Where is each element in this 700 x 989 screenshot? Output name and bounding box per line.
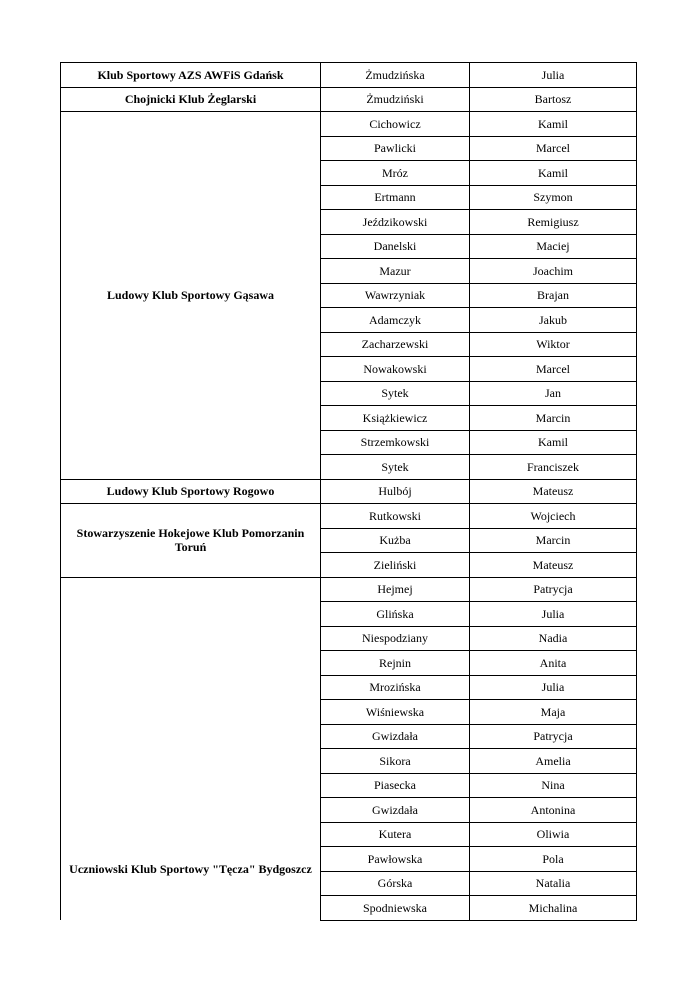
surname-cell: Niespodziany [321, 626, 470, 651]
surname-cell: Rejnin [321, 651, 470, 676]
first-name-cell: Michalina [470, 896, 637, 921]
first-name-cell: Brajan [470, 283, 637, 308]
first-name-cell: Julia [470, 675, 637, 700]
surname-cell: Danelski [321, 234, 470, 259]
first-name-cell: Kamil [470, 161, 637, 186]
first-name-cell: Marcin [470, 406, 637, 431]
table-row [61, 63, 637, 88]
club-name-cell: Ludowy Klub Sportowy Gąsawa [61, 112, 321, 480]
first-name-cell: Jakub [470, 308, 637, 333]
first-name-cell: Franciszek [470, 455, 637, 480]
surname-cell: Mrozińska [321, 675, 470, 700]
surname-cell: Górska [321, 871, 470, 896]
first-name-cell: Julia [470, 63, 637, 88]
surname-cell: Glińska [321, 602, 470, 627]
surname-cell: Książkiewicz [321, 406, 470, 431]
roster-body [61, 63, 637, 921]
first-name-cell: Nadia [470, 626, 637, 651]
surname-cell: Nowakowski [321, 357, 470, 382]
first-name-cell: Marcin [470, 528, 637, 553]
first-name-cell: Remigiusz [470, 210, 637, 235]
surname-cell: Sytek [321, 455, 470, 480]
club-roster-table [60, 62, 637, 921]
first-name-cell: Patrycja [470, 724, 637, 749]
first-name-cell: Anita [470, 651, 637, 676]
first-name-cell: Julia [470, 602, 637, 627]
surname-cell: Wiśniewska [321, 700, 470, 725]
first-name-cell: Natalia [470, 871, 637, 896]
table-row [61, 87, 637, 112]
surname-cell: Wawrzyniak [321, 283, 470, 308]
first-name-cell: Szymon [470, 185, 637, 210]
surname-cell: Mazur [321, 259, 470, 284]
surname-cell: Pawlicki [321, 136, 470, 161]
surname-cell: Ertmann [321, 185, 470, 210]
table-row [61, 112, 637, 137]
surname-cell: Spodniewska [321, 896, 470, 921]
surname-cell: Sikora [321, 749, 470, 774]
table-row [61, 577, 637, 602]
surname-cell: Hejmej [321, 577, 470, 602]
club-name-cell: Uczniowski Klub Sportowy "Tęcza" Bydgoszcz [61, 577, 321, 920]
first-name-cell: Antonina [470, 798, 637, 823]
club-name-cell: Stowarzyszenie Hokejowe Klub Pomorzanin Toruń [61, 504, 321, 578]
surname-cell: Jeździkowski [321, 210, 470, 235]
surname-cell: Zieliński [321, 553, 470, 578]
first-name-cell: Nina [470, 773, 637, 798]
first-name-cell: Amelia [470, 749, 637, 774]
first-name-cell: Mateusz [470, 479, 637, 504]
table-row [61, 504, 637, 529]
first-name-cell: Oliwia [470, 822, 637, 847]
table-row [61, 479, 637, 504]
club-name-cell: Chojnicki Klub Żeglarski [61, 87, 321, 112]
surname-cell: Gwizdała [321, 798, 470, 823]
first-name-cell: Mateusz [470, 553, 637, 578]
surname-cell: Kużba [321, 528, 470, 553]
surname-cell: Piasecka [321, 773, 470, 798]
first-name-cell: Pola [470, 847, 637, 872]
first-name-cell: Wiktor [470, 332, 637, 357]
surname-cell: Strzemkowski [321, 430, 470, 455]
first-name-cell: Maja [470, 700, 637, 725]
surname-cell: Cichowicz [321, 112, 470, 137]
surname-cell: Sytek [321, 381, 470, 406]
first-name-cell: Marcel [470, 136, 637, 161]
first-name-cell: Maciej [470, 234, 637, 259]
surname-cell: Zacharzewski [321, 332, 470, 357]
surname-cell: Hulbój [321, 479, 470, 504]
first-name-cell: Kamil [470, 112, 637, 137]
surname-cell: Pawłowska [321, 847, 470, 872]
club-name-cell: Ludowy Klub Sportowy Rogowo [61, 479, 321, 504]
first-name-cell: Marcel [470, 357, 637, 382]
first-name-cell: Wojciech [470, 504, 637, 529]
surname-cell: Żmudzińska [321, 63, 470, 88]
surname-cell: Adamczyk [321, 308, 470, 333]
surname-cell: Mróz [321, 161, 470, 186]
surname-cell: Gwizdała [321, 724, 470, 749]
club-name-cell: Klub Sportowy AZS AWFiS Gdańsk [61, 63, 321, 88]
surname-cell: Rutkowski [321, 504, 470, 529]
first-name-cell: Jan [470, 381, 637, 406]
surname-cell: Żmudziński [321, 87, 470, 112]
surname-cell: Kutera [321, 822, 470, 847]
first-name-cell: Bartosz [470, 87, 637, 112]
first-name-cell: Kamil [470, 430, 637, 455]
first-name-cell: Joachim [470, 259, 637, 284]
first-name-cell: Patrycja [470, 577, 637, 602]
